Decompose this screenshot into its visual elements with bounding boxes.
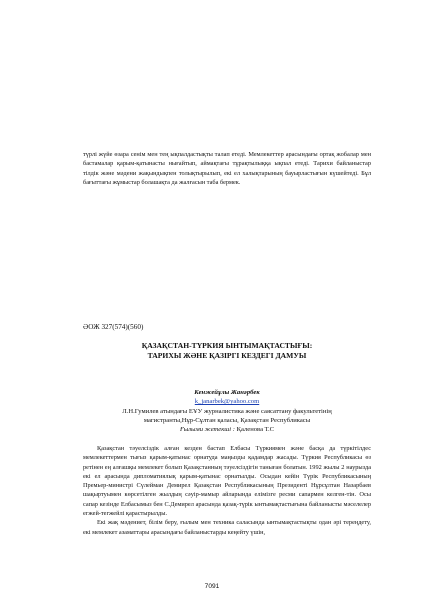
author-email-link[interactable]: k_janarbek@yahoo.com <box>194 398 260 406</box>
author-affiliation-line-1: Л.Н.Гумилев атындағы ЕҰУ журналистика және саясаттану факультетінің <box>122 407 332 415</box>
author-affiliation-line-2: магистранты,Нұр-Сұлтан қаласы, Қазақстан Республикасы <box>143 416 311 424</box>
body-paragraph-1: Қазақстан тәуелсіздік алған кезден бастап Елбасы Түркиямен және басқа да түркітілдес мемлекеттермен тығыз қарым-қатынас орнатуда маңызды қадамдар жасады. Түркия Республикасы өз ретінен ең алғашқы мемлекет болып Қазақстанның тәуелсіздігін таныған болатын. 1992 жылы 2 наурызда екі ел арасында дипломатиялық қарым-қатынас орнатылды. Осыдан кейін Түрік Республикасының Премьер-министрі Сүлейман Демирел Қазақстан Республикасының Президенті Нұрсұлтан Назарбаев шақыртуымен көрсетілген жылдың сәуір-мамыр айларында елімізге ресми сапармен келген-тін. Осы сапар кезінде Елбасымыз бен С.Демирел арасында қазақ-түрік ынтымақтастығына байланысты мәселелер егжей-тегжейлі қарастырылды. <box>83 445 371 518</box>
paper-title-line-1: ҚАЗАҚСТАН-ТҮРКИЯ ЫНТЫМАҚТАСТЫҒЫ: <box>141 341 313 350</box>
supervisor-label: Ғылыми жетекші : <box>179 426 235 434</box>
author-block <box>83 388 371 434</box>
supervisor-line <box>83 425 371 434</box>
supervisor-name: Қаленова Т.С <box>234 426 275 434</box>
paper-title-line-2: ТАРИХЫ ЖӘНЕ ҚАЗІРГІ КЕЗДЕГІ ДАМУЫ <box>147 351 307 360</box>
author-name: Кенжейұлы Жанәрбек <box>194 389 260 396</box>
top-paragraph: түрлі жүйе өзара сенім мен тең ықпалдастықты талап етеді. Мемлекеттер арасындағы ортақ жобалар мен бастамалар қарым-қатынасты нығайтып, аймақтағы тұрақтылыққа ықпал етеді. Тарихи байланыстар тілдік және мәдени жақындықпен толықтырылып, екі ел халықтарының бауырластығын күшейтеді. Бұл бағыттағы жұмыстар болашақта да жалғасын таба бермек. <box>83 151 371 187</box>
udc-code: ӘОЖ 327(574)(560) <box>83 323 144 331</box>
page-number: 7091 <box>204 583 220 590</box>
article-body <box>83 444 371 537</box>
body-paragraph-2: Екі жақ мәдениет, білім беру, ғылым мен техника саласында ынтымақтастықты одан әрі тереңдету, екі мемлекет азаматтары арасындағы байланыстарды кеңейту үшін, <box>83 519 371 536</box>
